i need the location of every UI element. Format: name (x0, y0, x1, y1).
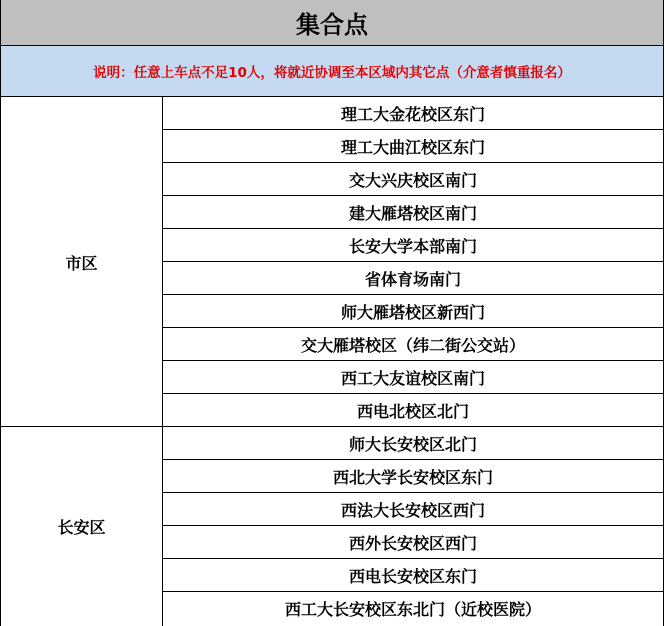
district-label: 市区 (1, 97, 163, 427)
district-group-changan (1, 427, 663, 626)
meeting-point-row: 西电北校区北门 (163, 394, 663, 427)
meeting-point-row: 理工大金花校区东门 (163, 97, 663, 130)
table-title: 集合点 (1, 0, 663, 46)
meeting-point-list (163, 97, 663, 427)
meeting-point-row: 西工大长安校区东北门（近校医院） (284, 600, 541, 619)
table-note: 说明：任意上车点不足10人，将就近协调至本区域内其它点（介意者慎重报名） (1, 46, 663, 97)
meeting-point-row: 西工大友谊校区南门 (163, 361, 663, 394)
meeting-point-row: 西外长安校区西门 (163, 526, 663, 559)
meeting-point-list (163, 427, 663, 625)
meeting-point-row: 师大长安校区北门 (163, 427, 663, 460)
district-group-urban (1, 97, 663, 427)
meeting-point-row: 师大雁塔校区新西门 (163, 295, 663, 328)
meeting-point-row: 西电长安校区东门 (163, 559, 663, 592)
meeting-point-row: 西北大学长安校区东门 (163, 460, 663, 493)
meeting-point-row: 西法大长安校区西门 (163, 493, 663, 526)
meeting-point-row: 建大雁塔校区南门 (163, 196, 663, 229)
meeting-point-row: 长安大学本部南门 (163, 229, 663, 262)
meeting-point-row: 交大雁塔校区（纬二街公交站） (163, 328, 663, 361)
district-label: 长安区 (1, 427, 163, 626)
meeting-point-row: 理工大曲江校区东门 (163, 130, 663, 163)
meeting-point-row: 省体育场南门 (163, 262, 663, 295)
meeting-point-row: 交大兴庆校区南门 (163, 163, 663, 196)
